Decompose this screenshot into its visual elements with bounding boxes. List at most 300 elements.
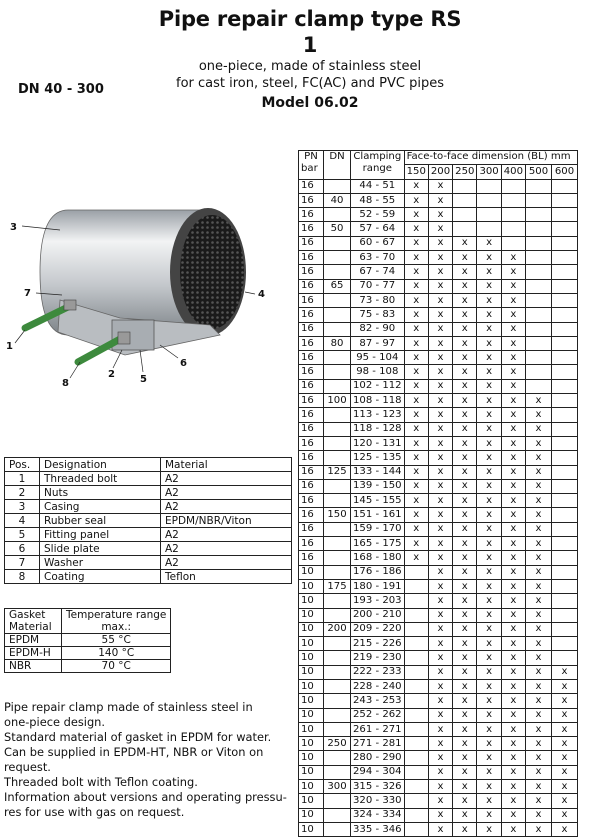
row-pn: 10 (299, 794, 324, 808)
part-material: A2 (161, 486, 292, 500)
availability-mark: x (428, 651, 452, 665)
availability-mark: x (526, 436, 552, 450)
parts-row (5, 556, 292, 570)
availability-mark: x (526, 765, 552, 779)
row-pn: 16 (299, 308, 324, 322)
availability-mark: x (501, 722, 525, 736)
dimension-row (299, 551, 578, 565)
availability-mark: x (477, 751, 501, 765)
availability-mark (552, 265, 578, 279)
dimension-row (299, 794, 578, 808)
part-designation: Rubber seal (40, 514, 161, 528)
availability-mark: x (453, 537, 477, 551)
page-title: Pipe repair clamp type RS 1 (158, 7, 462, 57)
availability-mark: x (428, 808, 452, 822)
availability-mark (404, 694, 428, 708)
availability-mark: x (501, 679, 525, 693)
availability-mark: x (428, 622, 452, 636)
availability-mark: x (428, 251, 452, 265)
availability-mark: x (428, 794, 452, 808)
dn-range: DN 40 - 300 (18, 82, 104, 97)
availability-mark (404, 665, 428, 679)
dimension-row (299, 537, 578, 551)
availability-mark: x (453, 479, 477, 493)
dimension-row (299, 479, 578, 493)
availability-mark: x (477, 379, 501, 393)
row-pn: 16 (299, 479, 324, 493)
availability-mark: x (526, 808, 552, 822)
callout-3: 3 (10, 222, 17, 233)
subtitle-material: one-piece, made of stainless steel (198, 59, 422, 74)
callout-4: 4 (258, 289, 265, 300)
row-range: 151 - 161 (351, 508, 405, 522)
availability-mark: x (526, 537, 552, 551)
row-dn (324, 822, 351, 836)
dimension-row (299, 322, 578, 336)
row-dn: 40 (324, 193, 351, 207)
availability-mark: x (501, 637, 525, 651)
availability-mark: x (501, 565, 525, 579)
availability-mark: x (453, 794, 477, 808)
availability-mark: x (477, 708, 501, 722)
availability-mark (404, 679, 428, 693)
gasket-row (5, 660, 171, 673)
availability-mark: x (526, 822, 552, 836)
availability-mark (552, 479, 578, 493)
parts-row (5, 500, 292, 514)
availability-mark: x (526, 637, 552, 651)
availability-mark: x (552, 665, 578, 679)
note-line: one-piece design. (4, 715, 106, 729)
availability-mark: x (501, 365, 525, 379)
row-range: 193 - 203 (351, 594, 405, 608)
header (150, 6, 470, 114)
availability-mark: x (404, 308, 428, 322)
availability-mark (404, 594, 428, 608)
row-pn: 16 (299, 193, 324, 207)
row-dn: 150 (324, 508, 351, 522)
availability-mark: x (501, 694, 525, 708)
part-material: EPDM/NBR/Viton (161, 514, 292, 528)
availability-mark (552, 179, 578, 193)
availability-mark: x (404, 365, 428, 379)
part-pos: 8 (5, 570, 40, 584)
part-designation: Threaded bolt (40, 472, 161, 486)
availability-mark: x (552, 822, 578, 836)
availability-mark: x (501, 665, 525, 679)
dimension-row (299, 436, 578, 450)
availability-mark: x (453, 637, 477, 651)
callout-6: 6 (180, 358, 187, 369)
availability-mark: x (501, 251, 525, 265)
length-header: 300 (477, 165, 501, 179)
availability-mark: x (477, 651, 501, 665)
availability-mark: x (501, 594, 525, 608)
col-designation: Designation (40, 458, 161, 472)
availability-mark: x (453, 251, 477, 265)
availability-mark: x (501, 822, 525, 836)
availability-mark (477, 193, 501, 207)
availability-mark: x (404, 494, 428, 508)
availability-mark (404, 737, 428, 751)
row-dn (324, 765, 351, 779)
availability-mark: x (477, 408, 501, 422)
row-dn (324, 365, 351, 379)
note-line: Can be supplied in EPDM-HT, NBR or Viton on (4, 745, 264, 759)
pn-header: PN (304, 151, 318, 162)
availability-mark: x (477, 365, 501, 379)
dimension-row (299, 579, 578, 593)
clamp-photo (0, 150, 290, 400)
availability-mark: x (404, 551, 428, 565)
availability-mark (552, 494, 578, 508)
row-range: 261 - 271 (351, 722, 405, 736)
availability-mark: x (428, 665, 452, 679)
availability-mark (552, 336, 578, 350)
availability-mark: x (404, 408, 428, 422)
gasket-max-temp: 70 °C (62, 660, 171, 673)
dimension-row (299, 751, 578, 765)
availability-mark: x (453, 737, 477, 751)
availability-mark: x (501, 765, 525, 779)
row-pn: 10 (299, 765, 324, 779)
availability-mark: x (477, 322, 501, 336)
gasket-max-temp: 140 °C (62, 647, 171, 660)
parts-row (5, 542, 292, 556)
row-dn (324, 665, 351, 679)
availability-mark (526, 379, 552, 393)
row-range: 125 - 135 (351, 451, 405, 465)
availability-mark: x (404, 179, 428, 193)
availability-mark (552, 422, 578, 436)
gasket-table-header (5, 609, 171, 634)
availability-mark: x (453, 508, 477, 522)
part-pos: 7 (5, 556, 40, 570)
dimension-row (299, 336, 578, 350)
row-range: 95 - 104 (351, 351, 405, 365)
availability-mark (404, 579, 428, 593)
row-range: 108 - 118 (351, 394, 405, 408)
availability-mark: x (404, 236, 428, 250)
availability-mark: x (428, 365, 452, 379)
row-dn (324, 208, 351, 222)
row-pn: 10 (299, 608, 324, 622)
availability-mark: x (428, 822, 452, 836)
row-pn: 16 (299, 279, 324, 293)
row-dn (324, 351, 351, 365)
dimension-row (299, 293, 578, 307)
row-pn: 16 (299, 522, 324, 536)
dimension-row (299, 737, 578, 751)
row-dn (324, 594, 351, 608)
bar-header: bar (301, 163, 318, 174)
availability-mark: x (453, 822, 477, 836)
row-dn (324, 265, 351, 279)
availability-mark: x (428, 351, 452, 365)
availability-mark (526, 251, 552, 265)
row-pn: 16 (299, 379, 324, 393)
availability-mark (552, 279, 578, 293)
availability-mark: x (477, 336, 501, 350)
row-dn (324, 451, 351, 465)
availability-mark: x (526, 394, 552, 408)
availability-mark (552, 208, 578, 222)
clamping-header: Clamping (353, 151, 402, 162)
row-range: 82 - 90 (351, 322, 405, 336)
row-pn: 16 (299, 394, 324, 408)
availability-mark: x (526, 494, 552, 508)
dimension-row (299, 351, 578, 365)
availability-mark: x (428, 708, 452, 722)
availability-mark (501, 179, 525, 193)
row-dn (324, 522, 351, 536)
availability-mark: x (501, 537, 525, 551)
row-range: 60 - 67 (351, 236, 405, 250)
availability-mark: x (526, 594, 552, 608)
availability-mark: x (552, 808, 578, 822)
row-pn: 10 (299, 579, 324, 593)
availability-mark: x (428, 322, 452, 336)
gasket-temperature-table (4, 608, 171, 673)
availability-mark: x (526, 794, 552, 808)
dimension-row (299, 679, 578, 693)
row-pn: 16 (299, 436, 324, 450)
availability-mark: x (453, 408, 477, 422)
availability-mark (526, 265, 552, 279)
availability-mark: x (453, 394, 477, 408)
availability-mark: x (428, 479, 452, 493)
callout-1: 1 (6, 341, 13, 352)
availability-mark: x (526, 651, 552, 665)
availability-mark: x (526, 622, 552, 636)
dimension-row (299, 193, 578, 207)
availability-mark: x (453, 708, 477, 722)
availability-mark: x (526, 408, 552, 422)
availability-mark (552, 579, 578, 593)
availability-mark: x (428, 494, 452, 508)
availability-mark: x (526, 608, 552, 622)
row-pn: 16 (299, 222, 324, 236)
availability-mark: x (404, 537, 428, 551)
availability-mark (404, 651, 428, 665)
parts-row (5, 528, 292, 542)
row-pn: 16 (299, 208, 324, 222)
availability-mark: x (428, 279, 452, 293)
dimension-table (298, 150, 578, 837)
dimension-row (299, 208, 578, 222)
gasket-row (5, 634, 171, 647)
availability-mark (552, 222, 578, 236)
availability-mark (552, 351, 578, 365)
note-line: res for use with gas on request. (4, 805, 185, 819)
availability-mark: x (428, 637, 452, 651)
row-range: 243 - 253 (351, 694, 405, 708)
availability-mark: x (453, 379, 477, 393)
part-designation: Slide plate (40, 542, 161, 556)
availability-mark (552, 308, 578, 322)
parts-row (5, 486, 292, 500)
row-pn: 10 (299, 722, 324, 736)
part-designation: Nuts (40, 486, 161, 500)
row-range: 200 - 210 (351, 608, 405, 622)
row-dn: 300 (324, 780, 351, 794)
availability-mark: x (526, 722, 552, 736)
availability-mark: x (428, 394, 452, 408)
row-dn (324, 322, 351, 336)
availability-mark (526, 365, 552, 379)
dimension-row (299, 808, 578, 822)
part-designation: Coating (40, 570, 161, 584)
availability-mark (552, 594, 578, 608)
availability-mark (404, 794, 428, 808)
availability-mark: x (453, 494, 477, 508)
dimension-row (299, 379, 578, 393)
availability-mark: x (526, 694, 552, 708)
availability-mark: x (526, 737, 552, 751)
availability-mark: x (477, 236, 501, 250)
row-pn: 10 (299, 637, 324, 651)
availability-mark: x (428, 780, 452, 794)
availability-mark: x (477, 665, 501, 679)
availability-mark: x (404, 379, 428, 393)
dimension-row (299, 622, 578, 636)
availability-mark: x (404, 293, 428, 307)
availability-mark (404, 722, 428, 736)
row-pn: 10 (299, 737, 324, 751)
availability-mark: x (428, 451, 452, 465)
availability-mark: x (453, 679, 477, 693)
dimension-row (299, 494, 578, 508)
availability-mark (501, 208, 525, 222)
availability-mark: x (428, 565, 452, 579)
dimension-row (299, 408, 578, 422)
dimension-row (299, 236, 578, 250)
part-material: A2 (161, 500, 292, 514)
availability-mark: x (428, 236, 452, 250)
availability-mark: x (501, 422, 525, 436)
dimension-row (299, 665, 578, 679)
availability-mark (552, 565, 578, 579)
availability-mark: x (552, 737, 578, 751)
callout-5: 5 (140, 374, 147, 385)
availability-mark: x (404, 208, 428, 222)
row-dn (324, 494, 351, 508)
availability-mark: x (501, 436, 525, 450)
row-range: 165 - 175 (351, 537, 405, 551)
availability-mark: x (453, 765, 477, 779)
dimension-row (299, 651, 578, 665)
row-range: 118 - 128 (351, 422, 405, 436)
row-pn: 16 (299, 251, 324, 265)
availability-mark: x (477, 794, 501, 808)
row-dn (324, 808, 351, 822)
row-range: 222 - 233 (351, 665, 405, 679)
length-header: 200 (428, 165, 452, 179)
row-dn (324, 422, 351, 436)
row-range: 120 - 131 (351, 436, 405, 450)
availability-mark: x (428, 436, 452, 450)
availability-mark: x (501, 494, 525, 508)
availability-mark: x (477, 508, 501, 522)
availability-mark: x (428, 193, 452, 207)
availability-mark: x (526, 565, 552, 579)
availability-mark: x (404, 422, 428, 436)
availability-mark: x (526, 579, 552, 593)
availability-mark: x (526, 751, 552, 765)
callout-2: 2 (108, 369, 115, 380)
row-pn: 16 (299, 293, 324, 307)
availability-mark (552, 293, 578, 307)
availability-mark: x (428, 222, 452, 236)
availability-mark: x (453, 551, 477, 565)
availability-mark: x (453, 308, 477, 322)
part-pos: 1 (5, 472, 40, 486)
availability-mark: x (477, 479, 501, 493)
row-pn: 10 (299, 708, 324, 722)
availability-mark: x (552, 780, 578, 794)
row-pn: 16 (299, 336, 324, 350)
availability-mark: x (428, 579, 452, 593)
availability-mark (526, 351, 552, 365)
availability-mark: x (477, 594, 501, 608)
availability-mark (501, 193, 525, 207)
availability-mark: x (526, 479, 552, 493)
availability-mark: x (428, 679, 452, 693)
availability-mark (404, 780, 428, 794)
dimension-row (299, 265, 578, 279)
availability-mark: x (453, 522, 477, 536)
row-range: 320 - 330 (351, 794, 405, 808)
dimension-row (299, 565, 578, 579)
availability-mark: x (477, 422, 501, 436)
parts-row (5, 514, 292, 528)
availability-mark: x (428, 336, 452, 350)
dimension-row (299, 394, 578, 408)
availability-mark (552, 394, 578, 408)
availability-mark: x (501, 579, 525, 593)
row-range: 113 - 123 (351, 408, 405, 422)
availability-mark: x (501, 379, 525, 393)
row-pn: 10 (299, 665, 324, 679)
availability-mark: x (477, 694, 501, 708)
availability-mark: x (477, 608, 501, 622)
row-pn: 16 (299, 322, 324, 336)
availability-mark: x (428, 465, 452, 479)
availability-mark: x (428, 208, 452, 222)
dimension-row (299, 508, 578, 522)
dimension-row (299, 765, 578, 779)
row-dn (324, 708, 351, 722)
row-pn: 10 (299, 751, 324, 765)
note-line: request. (4, 760, 51, 774)
length-header: 150 (404, 165, 428, 179)
row-range: 271 - 281 (351, 737, 405, 751)
availability-mark: x (552, 722, 578, 736)
availability-mark: x (501, 522, 525, 536)
max-header: max.: (101, 621, 132, 633)
availability-mark (404, 608, 428, 622)
parts-row (5, 472, 292, 486)
availability-mark: x (477, 308, 501, 322)
availability-mark (552, 193, 578, 207)
availability-mark: x (453, 665, 477, 679)
dimension-row (299, 522, 578, 536)
availability-mark: x (526, 679, 552, 693)
availability-mark: x (404, 279, 428, 293)
row-range: 219 - 230 (351, 651, 405, 665)
dimension-row (299, 608, 578, 622)
availability-mark: x (477, 637, 501, 651)
